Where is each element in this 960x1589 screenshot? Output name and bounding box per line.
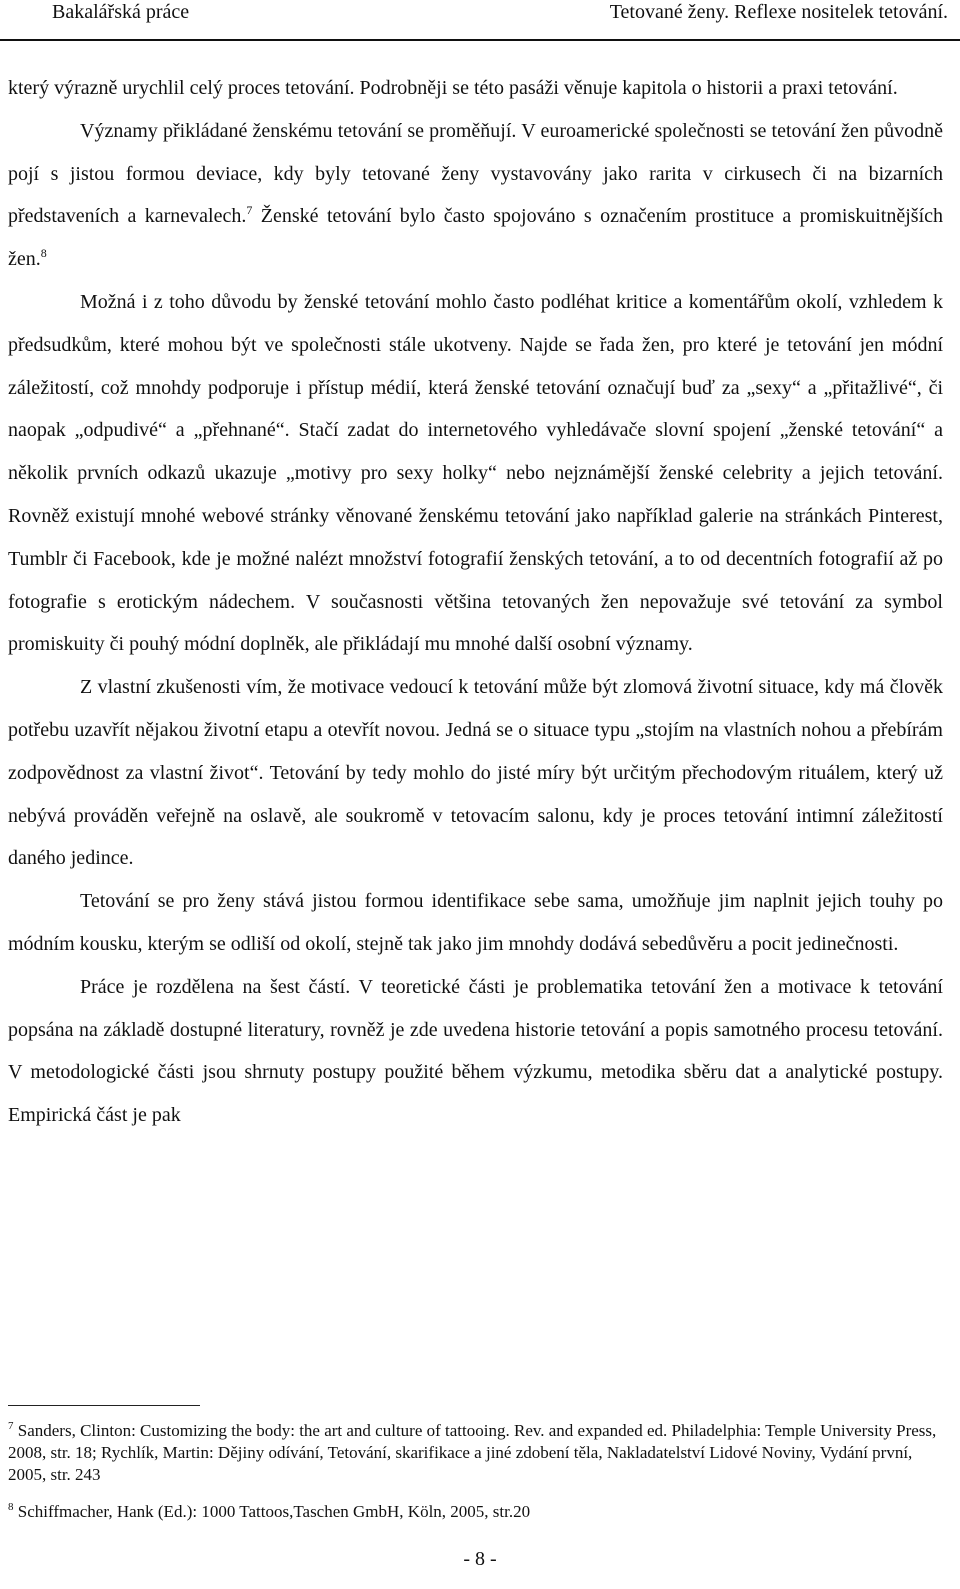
footnote-number: 7: [8, 1420, 14, 1432]
paragraph-continuation: který výrazně urychlil celý proces tetování. Podrobněji se této pasáži věnuje kapitola o historii a praxi tetování.: [8, 77, 898, 99]
paragraph-meanings-text-b: Ženské tetování bylo často spojováno s označením prostituce a promiskuitnějších žen.: [8, 205, 944, 271]
footnote-text: Sanders, Clinton: Customizing the body: the art and culture of tattooing. Rev. and expanded ed. Philadelphia: Temple University Press, 2008, str. 18; Rychlík, Martin: Dějiny odívání, Tetování, skarifikace a jiné zdobení těla, Nakladatelství Lidové Noviny, Vydání první, 2005, str. 243: [8, 1421, 937, 1484]
page-number: - 8 -: [463, 1548, 497, 1570]
paragraph-meanings-text-a: Významy přikládané ženskému tetování se proměňují. V euroamerické společnosti se tetování žen původně pojí s jistou formou deviace, kdy byly tetované ženy vystavovány jako rarita v cirkusech či na bizarních představeních a karnevalech.: [8, 119, 943, 228]
paragraph-identification: Tetování se pro ženy stává jistou formou identifikace sebe sama, umožňuje jim naplnit jejich touhy po módním kousku, kterým se odliší od okolí, stejně tak jako jim mnohdy dodává sebedůvěru a pocit jedinečnosti.: [8, 890, 943, 955]
paragraph-structure: Práce je rozdělena na šest částí. V teoretické části je problematika tetování žen a motivace k tetování popsána na základě dostupné literatury, rovněž je zde uvedena historie tetování a popis samotného procesu tetování. V metodologické části jsou shrnuty postupy použité během výzkumu, metodika sběru dat a analytické postupy. Empirická část je pak: [8, 975, 943, 1127]
paragraph-experience: Z vlastní zkušenosti vím, že motivace vedoucí k tetování může být zlomová životní situace, kdy má člověk potřebu uzavřít nějakou životní etapu a otevřít novou. Jedná se o situace typu „stojím na vlastních nohou a přebírám zodpovědnost za vlastní život“. Tetování by tedy mohlo do jisté míry být určitým přechodovým rituálem, který už nebývá prováděn veřejně na oslavě, ale soukromě v tetovacím salonu, kdy je proces tetování intimní záležitostí daného jedince.: [8, 676, 943, 870]
footnote-number: 8: [8, 1501, 14, 1513]
paragraph-criticism: Možná i z toho důvodu by ženské tetování mohlo často podléhat kritice a komentářům okolí, vzhledem k předsudkům, které mohou být ve společnosti stále ukotveny. Najde se řada žen, pro které je tetování jen módní záležitostí, což mnohdy podporuje i přístup médií, která ženské tetování označují buď za „sexy“ a „přitažlivé“, či naopak „odpudivé“ a „přehnané“. Stačí zadat do internetového vyhledávače slovní spojení „ženské tetování“ a několik prvních odkazů ukazuje „motivy pro sexy holky“ nebo nejznámější ženské celebrity a jejich tetování. Rovněž existují mnohé webové stránky věnované ženskému tetování jako například galerie na stránkách Pinterest, Tumblr či Facebook, kde je možné nalézt množství fotografií ženských tetování, a to od decentních fotografií až po fotografie s erotickým nádechem. V současnosti většina tetovaných žen nepovažuje své tetování za symbol promiskuity či pouhý módní doplněk, ale přikládají mu mnohé další osobní významy.: [8, 290, 943, 656]
header-divider: [0, 39, 960, 41]
body-text: [8, 67, 943, 1137]
footnote-divider: [8, 1405, 200, 1406]
footnote-7: [8, 1420, 938, 1486]
running-header: [52, 0, 948, 28]
footnote-ref-8[interactable]: 8: [40, 246, 47, 261]
header-thesis-type: Bakalářská práce: [52, 1, 190, 23]
header-thesis-title: Tetované ženy. Reflexe nositelek tetování.: [609, 1, 948, 23]
paragraph-meanings: [8, 110, 943, 281]
footnote-ref-7[interactable]: 7: [246, 203, 253, 218]
footnote-text: Schiffmacher, Hank (Ed.): 1000 Tattoos,Taschen GmbH, Köln, 2005, str.20: [13, 1502, 531, 1521]
footnotes: [8, 1420, 938, 1523]
footnote-8: [8, 1501, 938, 1523]
